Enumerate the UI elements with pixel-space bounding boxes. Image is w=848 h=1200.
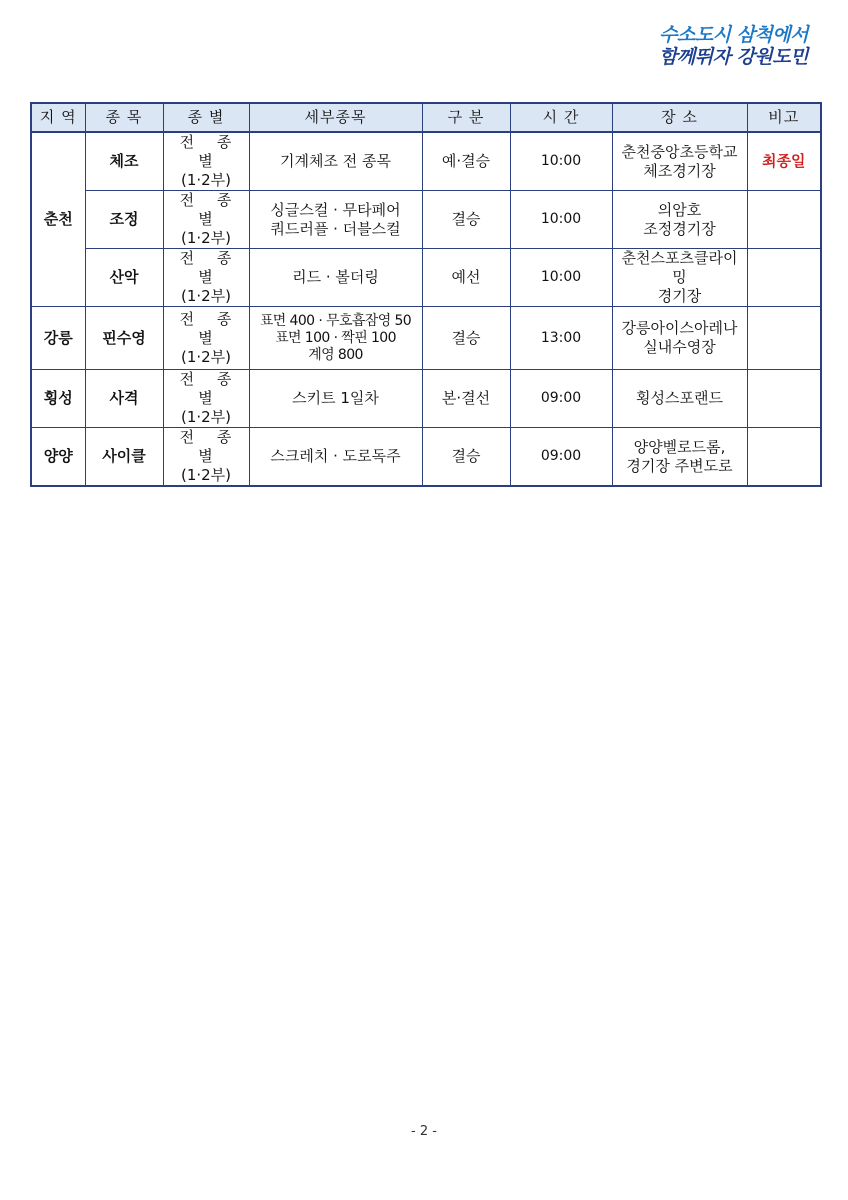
sport-cell: 체조	[85, 132, 163, 191]
table-row	[31, 428, 821, 487]
sport-cell: 조정	[85, 191, 163, 249]
note-cell	[747, 191, 821, 249]
header-region: 지 역	[31, 103, 85, 132]
class-cell	[163, 132, 249, 191]
region-cell: 양양	[31, 428, 85, 487]
venue-line: 조정경기장	[643, 219, 716, 238]
class-line-1: 전 종 별	[179, 428, 241, 465]
table-row	[31, 132, 821, 191]
note-cell	[747, 307, 821, 370]
region-cell: 강릉	[31, 307, 85, 370]
division-cell: 결승	[422, 428, 510, 487]
division-cell: 결승	[422, 191, 510, 249]
class-line-1: 전 종 별	[179, 370, 241, 407]
venue-cell	[612, 249, 747, 307]
note-cell: 최종일	[747, 132, 821, 191]
header-time: 시 간	[510, 103, 612, 132]
detail-cell	[249, 249, 422, 307]
header-division: 구 분	[422, 103, 510, 132]
time-cell: 10:00	[510, 132, 612, 191]
class-line-2: (1·2부)	[180, 171, 232, 189]
sport-cell: 사이클	[85, 428, 163, 487]
venue-line: 강릉아이스아레나	[621, 319, 738, 337]
table-row	[31, 307, 821, 370]
table-row	[31, 249, 821, 307]
venue-cell	[612, 370, 747, 428]
sport-cell: 핀수영	[85, 307, 163, 370]
venue-line: 춘천중앙초등학교	[621, 142, 738, 161]
slogan-line-1: 수소도시 삼척에서	[659, 24, 808, 46]
time-cell: 09:00	[510, 428, 612, 487]
detail-line: 계영 800	[308, 346, 363, 363]
venue-line: 의암호	[657, 200, 702, 219]
division-cell: 예·결승	[422, 132, 510, 191]
table-row	[31, 370, 821, 428]
detail-cell	[249, 428, 422, 487]
schedule-table	[30, 102, 822, 487]
venue-line: 경기장	[657, 287, 702, 305]
venue-line: 체조경기장	[643, 161, 716, 180]
region-cell: 횡성	[31, 370, 85, 428]
header-detail: 세부종목	[249, 103, 422, 132]
note-cell	[747, 370, 821, 428]
header-row	[31, 103, 821, 132]
division-cell: 본·결선	[422, 370, 510, 428]
venue-cell	[612, 191, 747, 249]
class-cell	[163, 191, 249, 249]
sport-cell: 산악	[85, 249, 163, 307]
venue-cell	[612, 428, 747, 487]
venue-line: 횡성스포랜드	[636, 389, 723, 407]
class-line-2: (1·2부)	[180, 466, 232, 484]
class-line-1: 전 종 별	[179, 133, 241, 170]
detail-line: 쿼드러플 · 더블스컬	[270, 219, 401, 238]
header-sport: 종 목	[85, 103, 163, 132]
detail-cell	[249, 132, 422, 191]
venue-line: 춘천스포츠클라이밍	[621, 249, 738, 286]
detail-line: 싱글스컬 · 무타페어	[270, 200, 401, 219]
venue-line: 경기장 주변도로	[626, 456, 733, 475]
detail-cell	[249, 307, 422, 370]
class-line-2: (1·2부)	[180, 347, 232, 366]
detail-cell	[249, 370, 422, 428]
slogan	[659, 24, 808, 68]
class-line-2: (1·2부)	[180, 229, 232, 247]
sport-cell: 사격	[85, 370, 163, 428]
venue-line: 실내수영장	[643, 338, 716, 356]
note-cell	[747, 428, 821, 487]
class-cell	[163, 249, 249, 307]
header-venue: 장 소	[612, 103, 747, 132]
class-line-1: 전 종 별	[179, 309, 241, 347]
time-cell: 09:00	[510, 370, 612, 428]
detail-line: 리드 · 볼더링	[292, 268, 379, 286]
class-line-2: (1·2부)	[180, 408, 232, 426]
class-line-1: 전 종 별	[179, 191, 241, 228]
time-cell: 10:00	[510, 249, 612, 307]
detail-line: 스크레치 · 도로독주	[270, 447, 401, 465]
header-class: 종 별	[163, 103, 249, 132]
detail-line: 스키트 1일차	[292, 389, 379, 407]
division-cell: 결승	[422, 307, 510, 370]
page-number: - 2 -	[411, 1124, 437, 1139]
time-cell: 10:00	[510, 191, 612, 249]
detail-line: 표면 400 · 무호흡잠영 50	[259, 312, 412, 329]
header-note: 비고	[747, 103, 821, 132]
class-line-2: (1·2부)	[180, 287, 232, 305]
detail-line: 기계체조 전 종목	[280, 152, 391, 170]
note-cell	[747, 249, 821, 307]
division-cell: 예선	[422, 249, 510, 307]
venue-line: 양양벨로드롬,	[633, 437, 726, 456]
class-cell	[163, 370, 249, 428]
class-line-1: 전 종 별	[179, 249, 241, 286]
detail-line: 표면 100 · 짝핀 100	[275, 329, 396, 346]
class-cell	[163, 307, 249, 370]
table-row	[31, 191, 821, 249]
venue-cell	[612, 307, 747, 370]
region-cell: 춘천	[31, 132, 85, 307]
slogan-line-2: 함께뛰자 강원도민	[659, 46, 808, 68]
detail-cell	[249, 191, 422, 249]
venue-cell	[612, 132, 747, 191]
time-cell: 13:00	[510, 307, 612, 370]
class-cell	[163, 428, 249, 487]
